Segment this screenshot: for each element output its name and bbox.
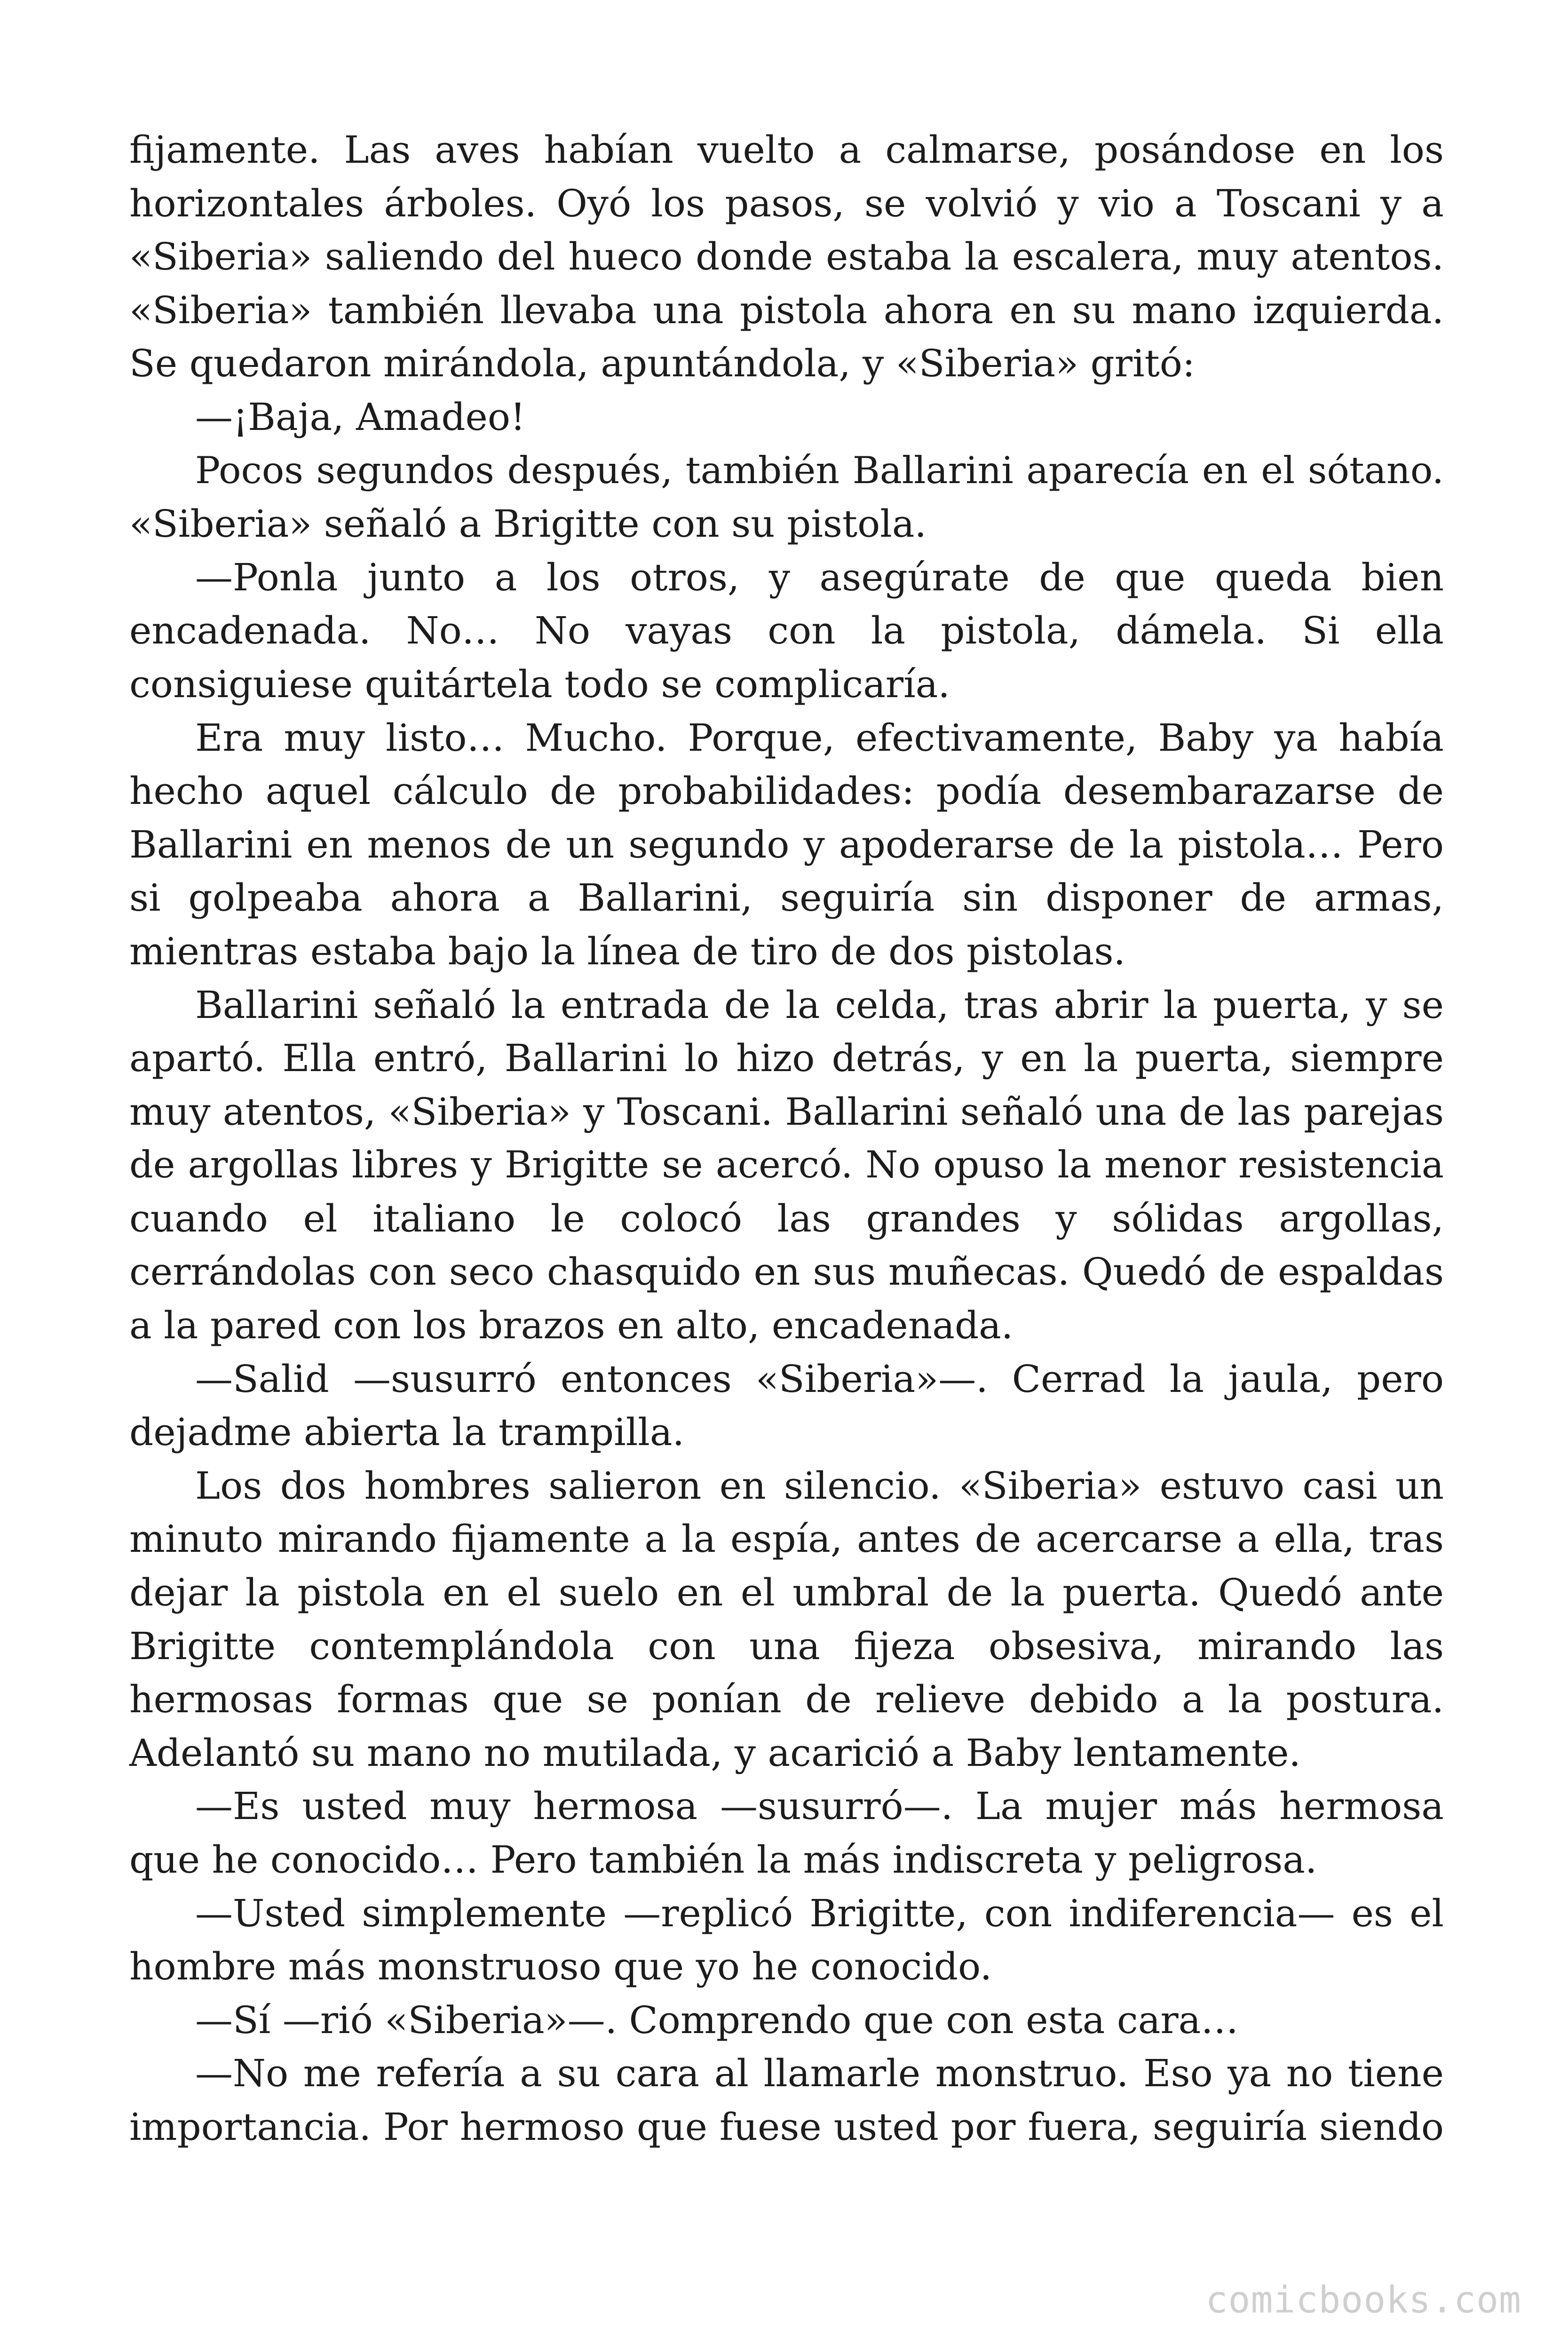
text-line: Era muy listo… Mucho. Porque, efectivamente, Baby ya había xyxy=(195,715,1444,760)
text-line: hermosas formas que se ponían de relieve debido a la postura. xyxy=(129,1677,1444,1722)
text-line: Los dos hombres salieron en silencio. «Siberia» estuvo casi un xyxy=(195,1463,1444,1508)
text-line: Ballarini señaló la entrada de la celda, tras abrir la puerta, y se xyxy=(195,983,1444,1027)
text-line: «Siberia» saliendo del hueco donde estaba la escalera, muy atentos. xyxy=(129,235,1444,279)
text-line: «Siberia» señaló a Brigitte con su pistola. xyxy=(129,502,927,546)
text-line: —Salid —susurró entonces «Siberia»—. Cerrad la jaula, pero xyxy=(195,1357,1444,1401)
text-line: —Sí —rió «Siberia»—. Comprendo que con esta cara… xyxy=(195,1998,1239,2042)
text-line: muy atentos, «Siberia» y Toscani. Ballarini señaló una de las parejas xyxy=(129,1089,1444,1134)
text-line: mientras estaba bajo la línea de tiro de dos pistolas. xyxy=(129,929,1125,973)
text-line: cerrándolas con seco chasquido en sus muñecas. Quedó de espaldas xyxy=(129,1250,1444,1294)
text-line: encadenada. No… No vayas con la pistola, dámela. Si ella xyxy=(129,609,1444,653)
text-line: —¡Baja, Amadeo! xyxy=(195,395,526,439)
text-line: de argollas libres y Brigitte se acercó. No opuso la menor resistencia xyxy=(129,1143,1444,1187)
text-line: hecho aquel cálculo de probabilidades: podía desembarazarse de xyxy=(129,769,1444,813)
text-line: minuto mirando fijamente a la espía, antes de acercarse a ella, tras xyxy=(129,1517,1444,1561)
text-line: hombre más monstruoso que yo he conocido. xyxy=(129,1945,992,1989)
text-line: Ballarini en menos de un segundo y apoderarse de la pistola… Pero xyxy=(129,822,1444,866)
text-line: horizontales árboles. Oyó los pasos, se volvió y vio a Toscani y a xyxy=(129,181,1444,225)
text-line: cuando el italiano le colocó las grandes y sólidas argollas, xyxy=(129,1196,1444,1240)
page-text-block xyxy=(129,123,1444,2154)
text-line: Adelantó su mano no mutilada, y acarició a Baby lentamente. xyxy=(129,1731,1301,1775)
text-line: apartó. Ella entró, Ballarini lo hizo detrás, y en la puerta, siempre xyxy=(129,1036,1444,1081)
text-line: —Usted simplemente —replicó Brigitte, con indiferencia— es el xyxy=(195,1891,1444,1935)
text-line: que he conocido… Pero también la más indiscreta y peligrosa. xyxy=(129,1838,1317,1882)
text-line: Pocos segundos después, también Ballarini aparecía en el sótano. xyxy=(195,448,1444,492)
text-line: —Ponla junto a los otros, y asegúrate de que queda bien xyxy=(195,555,1444,599)
text-line: consiguiese quitártela todo se complicaría. xyxy=(129,662,950,706)
watermark: comicbooks.com xyxy=(1205,2279,1521,2321)
text-line: Brigitte contemplándola con una fijeza obsesiva, mirando las xyxy=(129,1624,1444,1668)
text-line: Se quedaron mirándola, apuntándola, y «Siberia» gritó: xyxy=(129,342,1195,386)
text-line: dejadme abierta la trampilla. xyxy=(129,1410,684,1454)
text-line: si golpeaba ahora a Ballarini, seguiría sin disponer de armas, xyxy=(129,876,1444,920)
text-line: fijamente. Las aves habían vuelto a calmarse, posándose en los xyxy=(129,128,1444,172)
text-line: importancia. Por hermoso que fuese usted por fuera, seguiría siendo xyxy=(129,2105,1444,2149)
text-line: —No me refería a su cara al llamarle monstruo. Eso ya no tiene xyxy=(195,2051,1444,2096)
text-line: dejar la pistola en el suelo en el umbral de la puerta. Quedó ante xyxy=(129,1571,1444,1615)
text-line: «Siberia» también llevaba una pistola ahora en su mano izquierda. xyxy=(129,288,1444,332)
text-line: —Es usted muy hermosa —susurró—. La mujer más hermosa xyxy=(195,1784,1444,1828)
text-line: a la pared con los brazos en alto, encadenada. xyxy=(129,1303,1014,1348)
